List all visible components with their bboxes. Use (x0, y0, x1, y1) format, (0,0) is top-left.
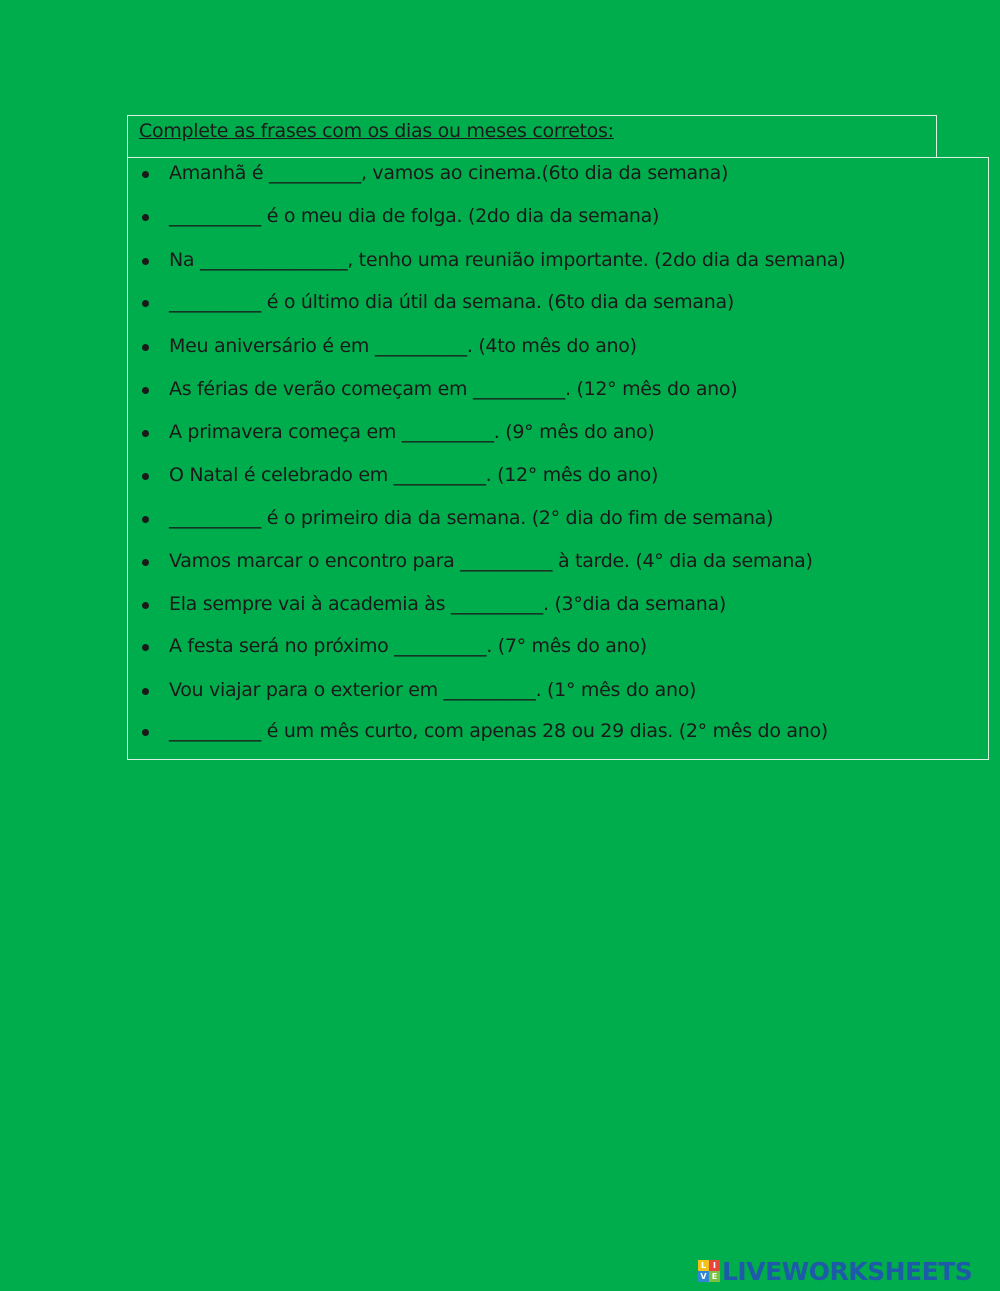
list-item (128, 548, 988, 578)
bullet-icon (142, 559, 149, 566)
bullet-icon (142, 473, 149, 480)
list-item (128, 591, 988, 621)
item-text: Amanhã é __________, vamos ao cinema.(6to dia da semana) (169, 162, 729, 184)
title-box (127, 115, 937, 157)
list-item (128, 718, 988, 748)
liveworksheets-logo-icon (698, 1260, 720, 1282)
bullet-icon (142, 729, 149, 736)
logo-mark-letter: L (698, 1260, 709, 1271)
list-item (128, 376, 988, 406)
list-item (128, 505, 988, 535)
item-text: __________ é o primeiro dia da semana. (2° dia do fim de semana) (169, 507, 774, 529)
item-text: A festa será no próximo __________. (7° mês do ano) (169, 635, 647, 657)
liveworksheets-logo (698, 1258, 972, 1284)
bullet-icon (142, 688, 149, 695)
logo-mark-letter: I (709, 1260, 720, 1271)
item-text: __________ é um mês curto, com apenas 28 ou 29 dias. (2° mês do ano) (169, 720, 828, 742)
bullet-icon (142, 171, 149, 178)
item-text: Vamos marcar o encontro para __________ à tarde. (4° dia da semana) (169, 550, 813, 572)
list-item (128, 677, 988, 707)
list-item (128, 419, 988, 449)
list-item (128, 333, 988, 363)
item-text: A primavera começa em __________. (9° mês do ano) (169, 421, 655, 443)
item-text: Meu aniversário é em __________. (4to mês do ano) (169, 335, 637, 357)
exercise-list (127, 157, 989, 760)
list-item (128, 247, 988, 277)
bullet-icon (142, 344, 149, 351)
item-text: __________ é o meu dia de folga. (2do dia da semana) (169, 205, 660, 227)
item-text: __________ é o último dia útil da semana. (6to dia da semana) (169, 291, 734, 313)
bullet-icon (142, 387, 149, 394)
worksheet-title: Complete as frases com os dias ou meses corretos: (139, 120, 614, 142)
bullet-icon (142, 516, 149, 523)
bullet-icon (142, 258, 149, 265)
logo-text: LIVEWORKSHEETS (722, 1256, 973, 1286)
bullet-icon (142, 644, 149, 651)
item-text: Na ________________, tenho uma reunião importante. (2do dia da semana) (169, 249, 846, 271)
item-text: O Natal é celebrado em __________. (12° mês do ano) (169, 464, 659, 486)
bullet-icon (142, 300, 149, 307)
list-item (128, 160, 988, 190)
list-item (128, 203, 988, 233)
item-text: As férias de verão começam em __________. (12° mês do ano) (169, 378, 738, 400)
item-text: Ela sempre vai à academia às __________. (3°dia da semana) (169, 593, 726, 615)
logo-mark-letter: V (698, 1271, 709, 1282)
list-item (128, 289, 988, 319)
list-item (128, 633, 988, 663)
logo-mark-letter: E (709, 1271, 720, 1282)
list-item (128, 462, 988, 492)
item-text: Vou viajar para o exterior em __________. (1° mês do ano) (169, 679, 697, 701)
bullet-icon (142, 602, 149, 609)
bullet-icon (142, 430, 149, 437)
bullet-icon (142, 214, 149, 221)
